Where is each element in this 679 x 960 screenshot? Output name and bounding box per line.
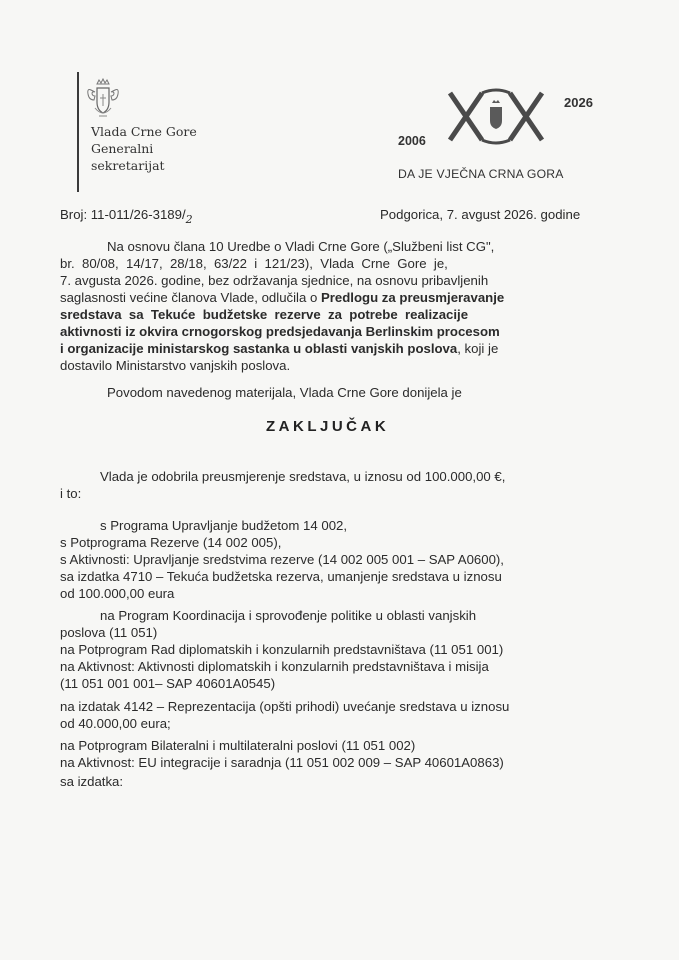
intro-line-4-text: saglasnosti većine članova Vlade, odlučila o xyxy=(60,290,321,305)
header-divider xyxy=(77,72,79,192)
gov-secretariat-line2: sekretarijat xyxy=(91,158,165,173)
body-line-9: na Aktivnost: Aktivnosti diplomatskih i konzularnih predstavništava i misija xyxy=(60,659,489,674)
body-line-13: na Potprogram Bilateralni i multilateralni poslovi (11 051 002) xyxy=(60,738,416,753)
gov-secretariat-line1: Generalni xyxy=(91,141,154,156)
body-line-8: na Potprogram Rad diplomatskih i konzularnih predstavništava (11 051 001) xyxy=(60,642,504,657)
body-line-4: sa izdatka 4710 – Tekuća budžetska rezerva, umanjenje sredstava u iznosu xyxy=(60,569,502,584)
logo-year-end: 2026 xyxy=(564,95,593,110)
document-number xyxy=(60,207,193,226)
subject-bold-line-2: aktivnosti iz okvira crnogorskog predsjedavanja Berlinskim procesom xyxy=(60,324,500,339)
subject-bold-line-3: i organizacije ministarskog sastanka u oblasti vanjskih poslova xyxy=(60,341,458,356)
body-line-5: od 100.000,00 eura xyxy=(60,586,175,601)
document-number-handwritten: 2 xyxy=(185,213,193,226)
body-line-15: sa izdatka: xyxy=(60,774,124,789)
place-date: Podgorica, 7. avgust 2026. godine xyxy=(380,207,581,222)
logo-motto: DA JE VJEČNA CRNA GORA xyxy=(398,167,564,181)
approve-line-1: Vlada je odobrila preusmjerenje sredstava, u iznosu od 100.000,00 €, xyxy=(100,469,506,484)
intro-last-line: dostavilo Ministarstvo vanjskih poslova. xyxy=(60,358,291,373)
anniversary-logo xyxy=(398,85,618,185)
subject-bold-start: Predlogu za preusmjeravanje xyxy=(320,290,505,305)
intro-line-3: 7. avgusta 2026. godine, bez održavanja sjednice, na osnovu pribavljenih xyxy=(60,273,489,288)
gov-name: Vlada Crne Gore xyxy=(91,124,197,139)
intro-after-bold: , koji je xyxy=(457,341,499,356)
intro-line-7 xyxy=(60,341,498,356)
body-line-14: na Aktivnost: EU integracije i saradnja (11 051 002 009 – SAP 40601A0863) xyxy=(60,755,504,770)
intro-line-4 xyxy=(60,290,504,305)
body-line-10: (11 051 001 001– SAP 40601A0545) xyxy=(60,676,276,691)
intro-line-1: Na osnovu člana 10 Uredbe o Vladi Crne Gore („Službeni list CG", xyxy=(107,239,495,254)
body-line-1: s Programa Upravljanje budžetom 14 002, xyxy=(100,518,348,533)
body-line-7: poslova (11 051) xyxy=(60,625,158,640)
body-line-6: na Program Koordinacija i sprovođenje politike u oblasti vanjskih xyxy=(100,608,477,623)
povodom-line: Povodom navedenog materijala, Vlada Crne Gore donijela je xyxy=(107,385,462,400)
logo-year-start: 2006 xyxy=(398,134,426,148)
body-line-2: s Potprograma Rezerve (14 002 005), xyxy=(60,535,282,550)
document-title: ZAKLJUČAK xyxy=(266,418,390,435)
body-line-3: s Aktivnosti: Upravljanje sredstvima rezerve (14 002 005 001 – SAP A0600), xyxy=(60,552,504,567)
body-line-11: na izdatak 4142 – Reprezentacija (opšti prihodi) uvećanje sredstava u iznosu xyxy=(60,699,510,714)
body-line-12: od 40.000,00 eura; xyxy=(60,716,171,731)
document-number-text: Broj: 11-011/26-3189/ xyxy=(60,207,186,222)
subject-bold-line-1: sredstava sa Tekuće budžetske rezerve za potrebe realizacije xyxy=(60,307,469,322)
coat-of-arms-icon xyxy=(85,78,121,122)
intro-line-2: br. 80/08, 14/17, 28/18, 63/22 i 121/23), Vlada Crne Gore je, xyxy=(60,256,448,271)
approve-line-2: i to: xyxy=(60,486,82,501)
